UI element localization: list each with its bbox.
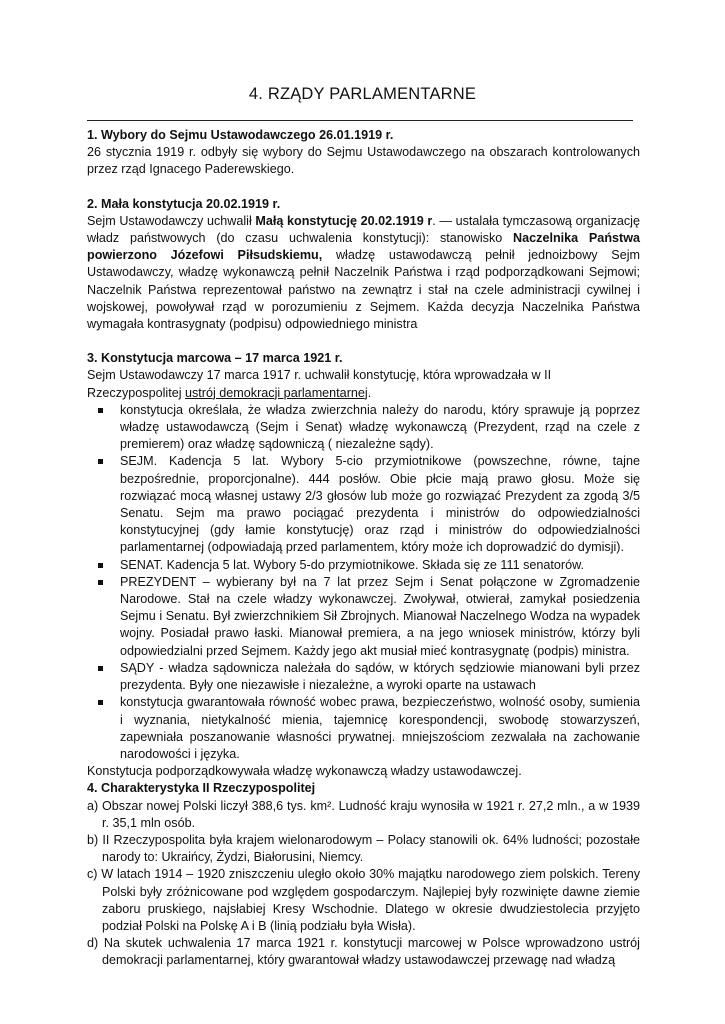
section-3-intro xyxy=(87,367,640,401)
section-3-intro-end: . xyxy=(367,385,372,400)
section-2-text-part: władzę ustawodawczą pełnił jednoizbowy Sejm Ustawodawczy, władzę wykonawczą pełnił Naczelnik Państwa i rząd podporządkowani Sejmowi; Naczelnik Państwa reprezentował państwo na zewnątrz i stał na czele administracji cywilnej i wojskowej, powoływał rząd w porozumieniu z Sejmem. Każda decyzja Naczelnika Państwa wymagała kontrasygnaty (podpisu) odpowiedniego ministra xyxy=(87,248,640,332)
list-item: a) Obszar nowej Polski liczył 388,6 tys. km². Ludność kraju wynosiła w 1921 r. 27,2 mln., a w 1939 r. 35,1 mln osób. xyxy=(87,798,640,830)
section-2-bold-naczelnik: Naczelnika Państwa powierzono Józefowi Piłsudskiemu, xyxy=(87,231,641,263)
list-item: b) II Rzeczypospolita była krajem wielonarodowym – Polacy stanowili ok. 64% ludności; pozostałe narody to: Ukraińcy, Żydzi, Białorusini, Niemcy. xyxy=(87,832,640,865)
bullet-item: konstytucja określała, że władza zwierzchnia należy do narodu, który sprawuje ją poprzez władzę ustawodawczą (Sejm i Senat) władzę wykonawczą (Prezydent, rząd na czele z premierem) oraz władzę sądowniczą ( niezależne sądy). xyxy=(120,402,640,454)
section-2-bold-mala-konstytucja: Małą konstytucję 20.02.1919 r xyxy=(255,213,433,228)
title-underline xyxy=(87,120,633,121)
section-1-heading: 1. Wybory do Sejmu Ustawodawczego 26.01.1919 r. xyxy=(87,128,394,142)
section-2-heading: 2. Mała konstytucja 20.02.1919 r. xyxy=(87,196,281,211)
section-2-text xyxy=(87,213,640,333)
document-body xyxy=(87,127,640,970)
bullet-item: SEJM. Kadencja 5 lat. Wybory 5-cio przymiotnikowe (powszechne, równe, tajne bezpośrednie, proporcjonalne). 444 posłów. Obie płcie mają prawo głosu. Może się rozwiązać mocą własnej ustawy 2/3 głosów lub może go rozwiązać Prezydent za zgodą 3/5 Senatu. Sejm ma prawo pociągać prezydenta i ministrów do odpowiedzialności konstytucyjnej (gdy łamie konstytucję) oraz rząd i ministrów do odpowiedzialności parlamentarnej (odpowiadają przed parlamentem, który może ich doprowadzić do dymisji). xyxy=(120,453,640,556)
list-item: c) W latach 1914 – 1920 zniszczeniu uległo około 30% majątku narodowego ziem polskich. Tereny Polski były zróżnicowane pod względem gospodarczym. Najlepiej były rozwinięte dawne ziemie zaboru pruskiego, najsłabiej Kresy Wschodnie. Dlatego w okresie dwudziestolecia przyjęto podział Polski na Polskę A i B (linią podziału była Wisła). xyxy=(87,867,640,933)
section-4-heading: 4. Charakterystyka II Rzeczypospolitej xyxy=(87,781,316,796)
section-1-text: 26 stycznia 1919 r. odbyły się wybory do Sejmu Ustawodawczego na obszarach kontrolowanych przez rząd Ignacego Paderewskiego. xyxy=(87,145,640,177)
section-3-heading: 3. Konstytucja marcowa – 17 marca 1921 r. xyxy=(87,351,343,366)
section-3-intro-text: Sejm Ustawodawczy 17 marca 1917 r. uchwalił konstytucję, która wprowadzała w II Rzeczypospolitej xyxy=(87,368,552,400)
section-2-text-part: . — ustalała tymczasową organizację władz państwowych (do czasu uchwalenia konstytucji): stanowisko xyxy=(87,213,640,246)
section-3-closing: Konstytucja podporządkowywała władzę wykonawczą władzy ustawodawczej. xyxy=(87,764,522,779)
bullet-item: konstytucja gwarantowała równość wobec prawa, bezpieczeństwo, wolność osoby, sumienia i wyznania, nietykalność mienia, tajemnicę korespondencji, swobodę stowarzyszeń, zapewniała poszanowanie własności prywatnej. mniejszościom zezwalała na zachowanie narodowości i języka. xyxy=(120,694,640,763)
document-title: 4. RZĄDY PARLAMENTARNE xyxy=(248,85,477,103)
bullet-item: PREZYDENT – wybierany był na 7 lat przez Sejm i Senat połączone w Zgromadzenie Narodowe. Stał na czele władzy wykonawczej. Zwoływał, otwierał, zamykał posiedzenia Sejmu i Senatu. Był zwierzchnikiem Sił Zbrojnych. Mianował Naczelnego Wodza na wypadek wojny. Posiadał prawo łaski. Mianował premiera, a na jego wniosek ministrów, którzy byli odpowiedzialni przed Sejmem. Każdy jego akt musiał mieć kontrasygnatę (podpis) ministra. xyxy=(120,574,640,660)
section-3-underlined-term: ustrój demokracji parlamentarnej xyxy=(185,385,368,400)
list-item: d) Na skutek uchwalenia 17 marca 1921 r. konstytucji marcowej w Polsce wprowadzono ustrój demokracji parlamentarnej, który gwarantował władzy ustawodawczej przewagę nad władzą xyxy=(87,936,640,968)
section-3-bullet-list xyxy=(87,402,640,763)
bullet-item: SENAT. Kadencja 5 lat. Wybory 5-do przymiotnikowe. Składa się ze 111 senatorów. xyxy=(120,557,640,574)
section-4-list xyxy=(87,798,640,970)
section-2-text-part: Sejm Ustawodawczy uchwalił xyxy=(87,213,256,228)
bullet-item: SĄDY - władza sądownicza należała do sądów, w których sędziowie mianowani byli przez prezydenta. Były one niezawisłe i niezależne, a wyroki oparte na ustawach xyxy=(120,660,640,694)
